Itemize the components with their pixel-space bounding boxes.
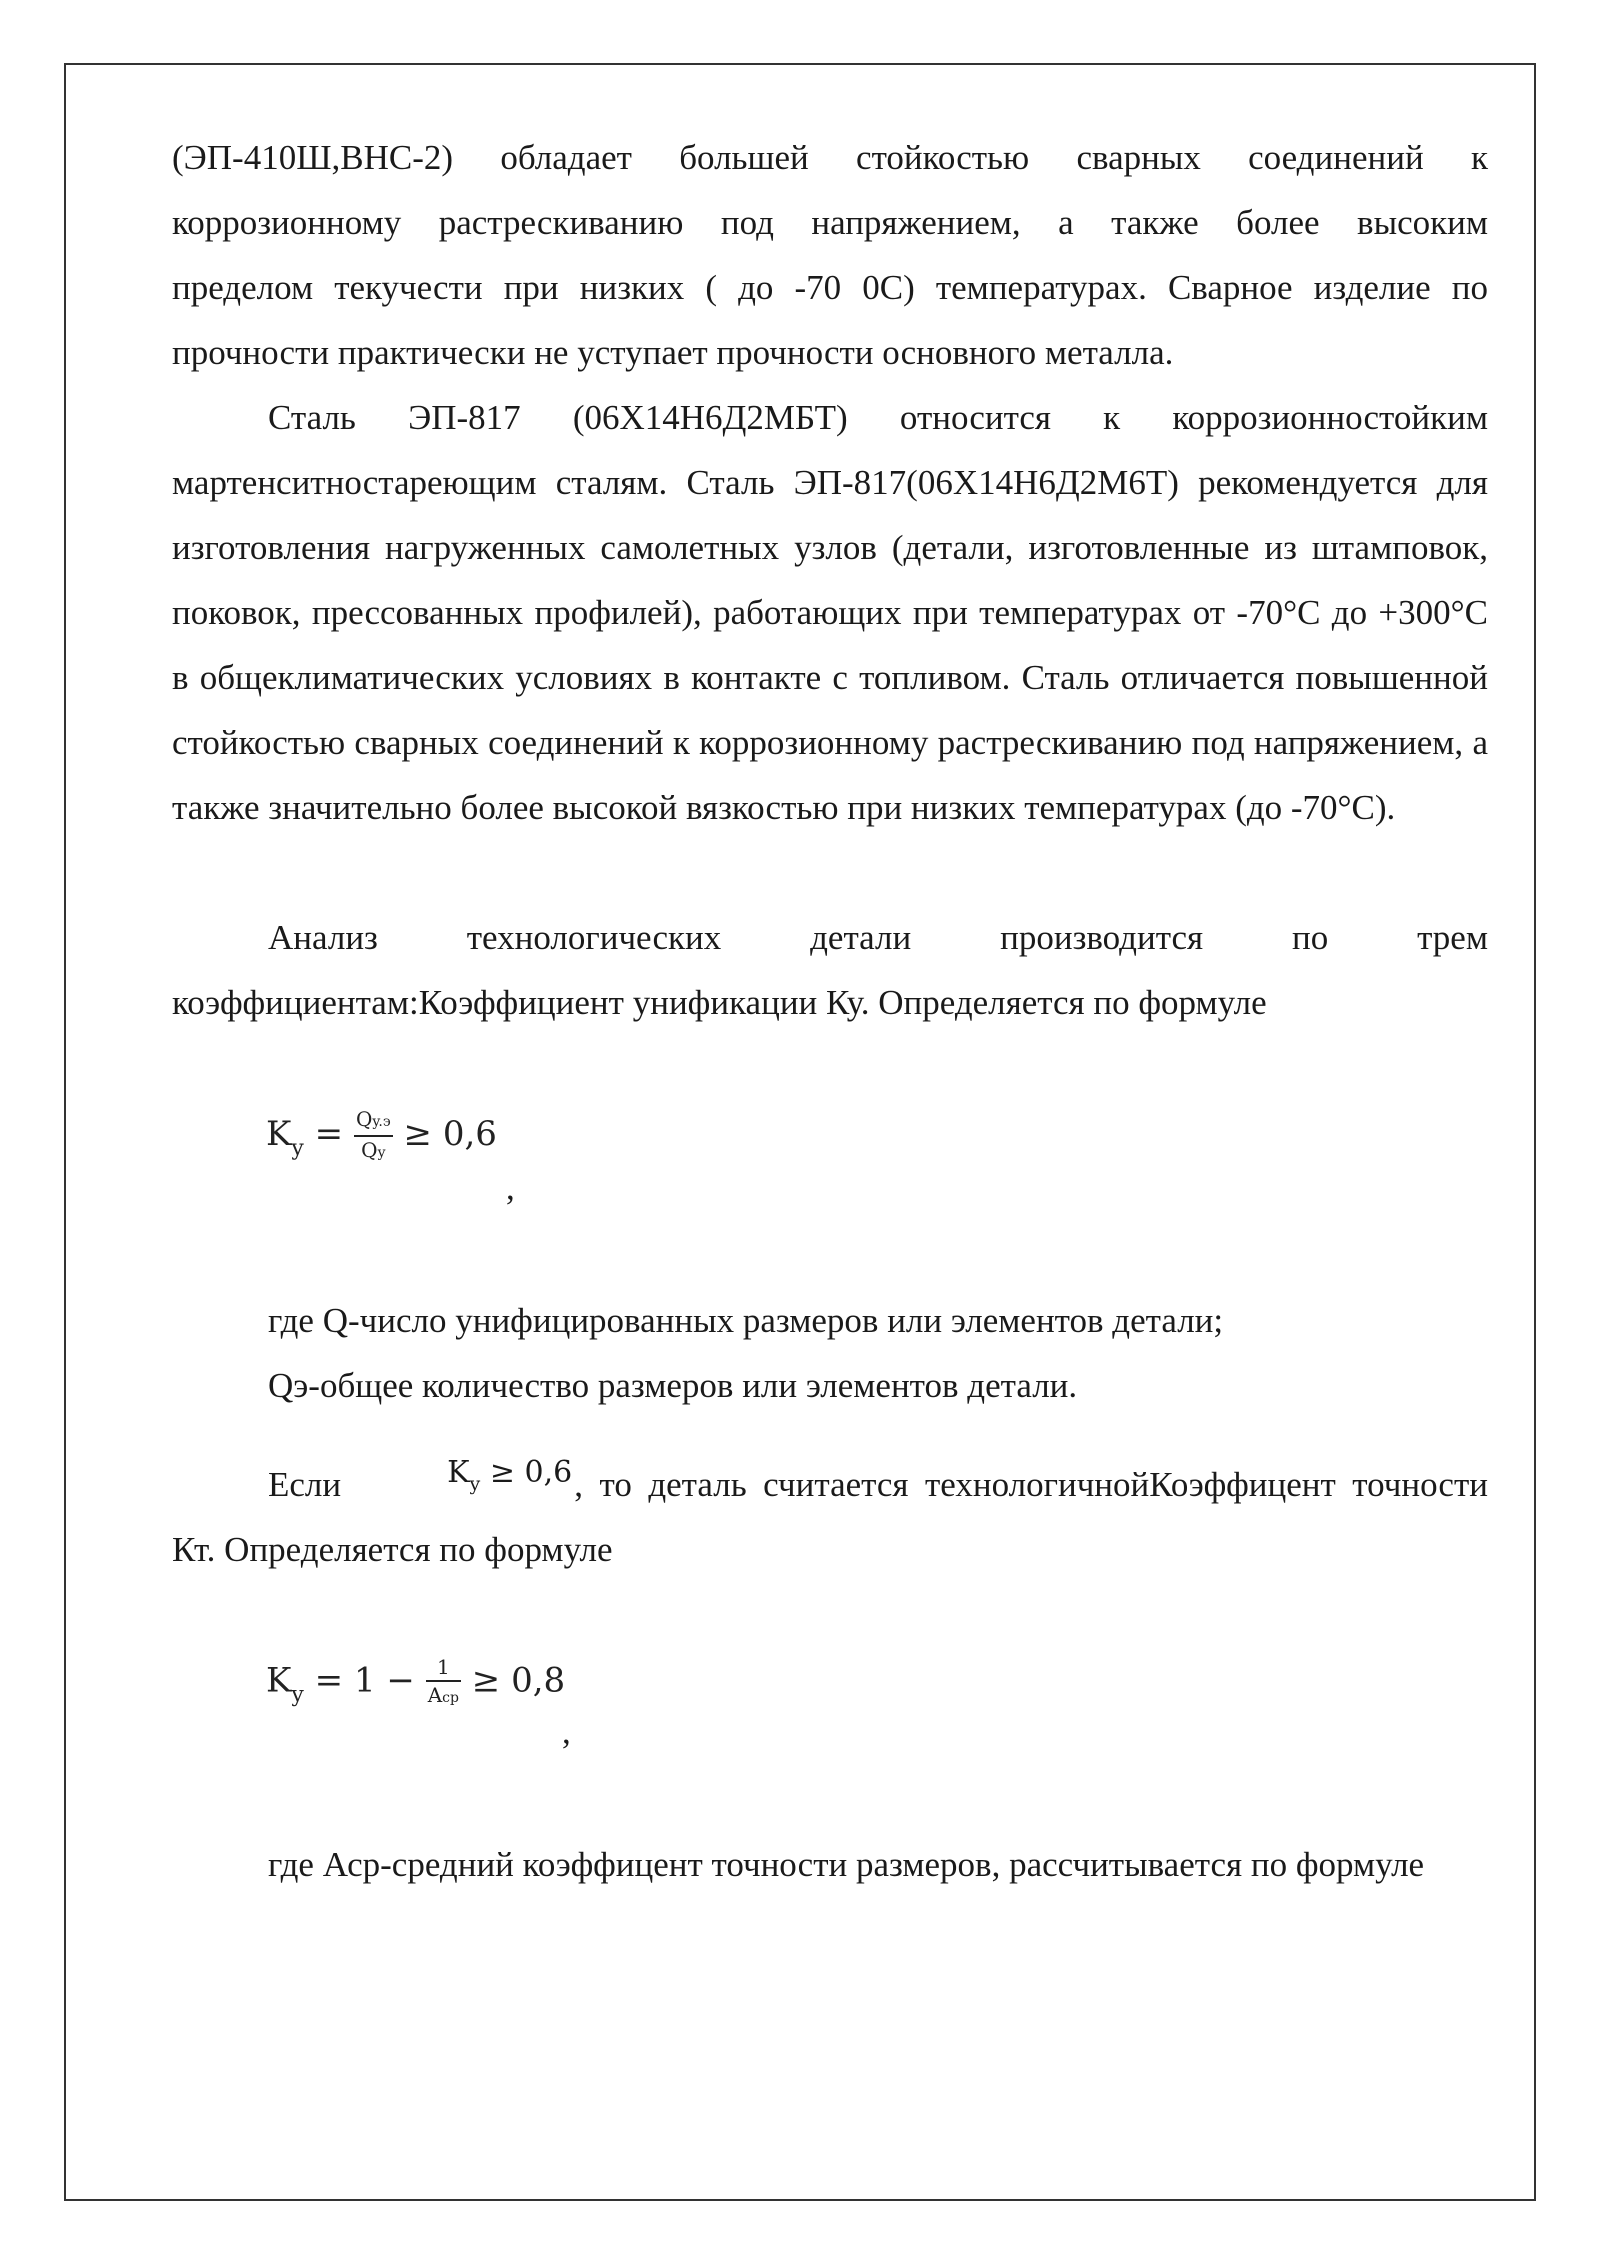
formula-1-den-q: Q	[361, 1138, 378, 1162]
formula-1-num-q: Q	[355, 1107, 373, 1131]
formula-1-rhs: ≥ 0,6	[403, 1114, 497, 1154]
paragraph-1-line-1: (ЭП-410Ш,ВНС-2) обладает большей стойкостью сварных соединений к	[172, 138, 1488, 177]
paragraph-7	[172, 1832, 1488, 1897]
formula-2-eq: = 1 −	[314, 1660, 415, 1701]
formula-1-den-sub: y	[377, 1145, 386, 1161]
inline-formula-ky	[351, 1440, 572, 1517]
inline-formula-lhs: K	[447, 1455, 470, 1490]
paragraph-2-text: Сталь ЭП-817 (06Х14Н6Д2МБТ) относится к коррозионностойким мартенситностареющим сталям. Сталь ЭП-817(06Х14Н6Д2М6Т) рекомендуется для изготовления нагруженных самолетных узлов (детали, изготовленные из штамповок, поковок, прессованных профилей), работающих при температурах от -70°С до +300°С в общеклиматических условиях в контакте с топливом. Сталь отличается повышенной стойкостью сварных соединений к коррозионному растрескиванию под напряжением, а также значительно более высокой вязкостью при низких температурах (до -70°С).	[172, 398, 1488, 827]
formula-2-fraction	[426, 1654, 461, 1711]
formula-precision	[266, 1654, 565, 1711]
paragraph-1-line-4: прочности практически не уступает прочности основного металла.	[172, 333, 1174, 372]
paragraph-1-line-2: коррозионному растрескиванию под напряжением, а также более высоким	[172, 203, 1488, 242]
paragraph-6	[172, 1440, 1488, 1582]
formula-1-lhs: K	[266, 1114, 292, 1154]
paragraph-1-line-3: пределом текучести при низких ( до -70 0С) температурах. Сварное изделие по	[172, 268, 1488, 307]
paragraph-6-post: , то деталь считается технологичнойКоэффицент точности Кт. Определяется по формуле	[172, 1465, 1488, 1569]
paragraph-4-text: где Q-число унифицированных размеров или элементов детали;	[268, 1301, 1224, 1340]
paragraph-1	[172, 125, 1488, 385]
paragraph-3	[172, 905, 1488, 1035]
inline-formula-rhs: ≥ 0,6	[489, 1455, 573, 1490]
formula-2-den-a: A	[427, 1683, 443, 1707]
formula-2-denominator	[426, 1682, 461, 1711]
formula-2-rhs: ≥ 0,8	[471, 1660, 566, 1701]
formula-1-denominator	[354, 1137, 393, 1166]
formula-1-comma: ,	[506, 1168, 515, 1207]
formula-unification	[266, 1106, 497, 1166]
paragraph-7-text: где Аср-средний коэффицент точности размеров, рассчитывается по формуле	[268, 1845, 1425, 1884]
formula-2-lhs: K	[266, 1660, 292, 1701]
formula-2-comma: ,	[562, 1712, 571, 1751]
formula-2-numerator: 1	[426, 1654, 461, 1682]
paragraph-5-text: Qэ-общее количество размеров или элементов детали.	[268, 1366, 1078, 1405]
paragraph-6-pre: Если	[268, 1465, 342, 1504]
paragraph-4	[172, 1288, 1488, 1418]
formula-1-num-sub: y.э	[372, 1114, 391, 1130]
paragraph-6-text	[172, 1440, 1488, 1582]
formula-1-numerator	[354, 1106, 393, 1137]
formula-2-lhs-sub: y	[291, 1682, 304, 1708]
formula-1-fraction	[354, 1106, 393, 1166]
inline-formula-sub: y	[469, 1473, 481, 1495]
formula-1-eq: =	[314, 1114, 344, 1154]
paragraph-3-text: Анализ технологических детали производится по трем коэффициентам:Коэффициент унификации Ку. Определяется по формуле	[172, 918, 1488, 1022]
formula-1-lhs-sub: y	[291, 1136, 304, 1161]
formula-2-den-sub: cp	[442, 1690, 459, 1706]
paragraph-2	[172, 385, 1488, 840]
